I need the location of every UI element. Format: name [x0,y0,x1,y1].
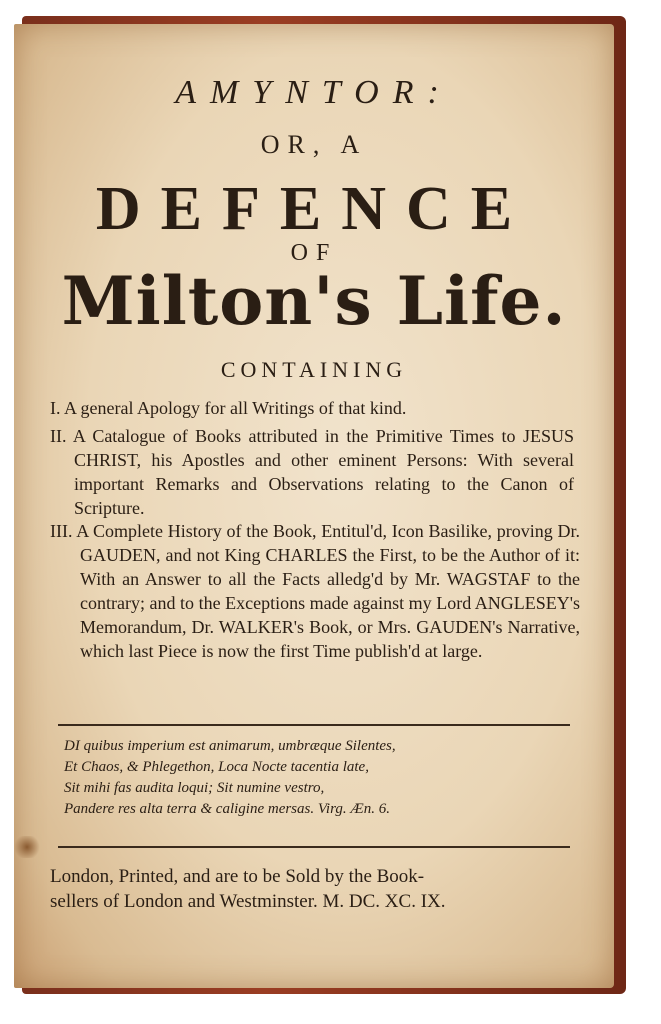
divider-bottom [58,846,570,848]
contents-item-1: I. A general Apology for all Writings of that kind. [50,398,407,418]
motto-line-1: DI quibus imperium est animarum, umbræque Silentes, [64,738,396,754]
divider-top [58,724,570,726]
page-stain [14,836,40,858]
title-containing: CONTAINING [220,357,408,382]
title-page [14,24,614,988]
title-amyntor: AMYNTOR: [175,74,453,111]
imprint-line-2: sellers of London and Westminster. M. DC. XC. IX. [50,891,446,912]
motto-line-4: Pandere res alta terra & caligine mersas. Virg. Æn. 6. [64,801,390,817]
motto-line-3: Sit mihi fas audita loqui; Sit numine vestro, [64,780,325,796]
imprint-line-1: London, Printed, and are to be Sold by the Book- [50,866,425,887]
contents-item-2: II. A Catalogue of Books attributed in the Primitive Times to JESUS CHRIST, his Apostles and other eminent Persons: With several important Remarks and Observations relating to the Canon of Scripture. [50,426,574,518]
title-or-a: OR, A [260,130,368,159]
motto-line-2: Et Chaos, & Phlegethon, Loca Nocte tacentia late, [64,759,369,775]
title-of: OF [290,240,338,266]
title-defence: DEFENCE [95,175,533,243]
title-miltons-life: Milton's Life. [61,262,567,340]
imprint [50,864,550,914]
contents-item-3: III. A Complete History of the Book, Entitul'd, Icon Basilike, proving Dr. GAUDEN, and not King CHARLES the First, to be the Author of it: With an Answer to all the Facts alledg'd by Mr. WAGSTAF to the contrary; and to the Exceptions made against my Lord ANGLESEY's Memorandum, Dr. WALKER's Book, or Mrs. GAUDEN's Narrative, which last Piece is now the first Time publish'd at large. [50,521,580,661]
